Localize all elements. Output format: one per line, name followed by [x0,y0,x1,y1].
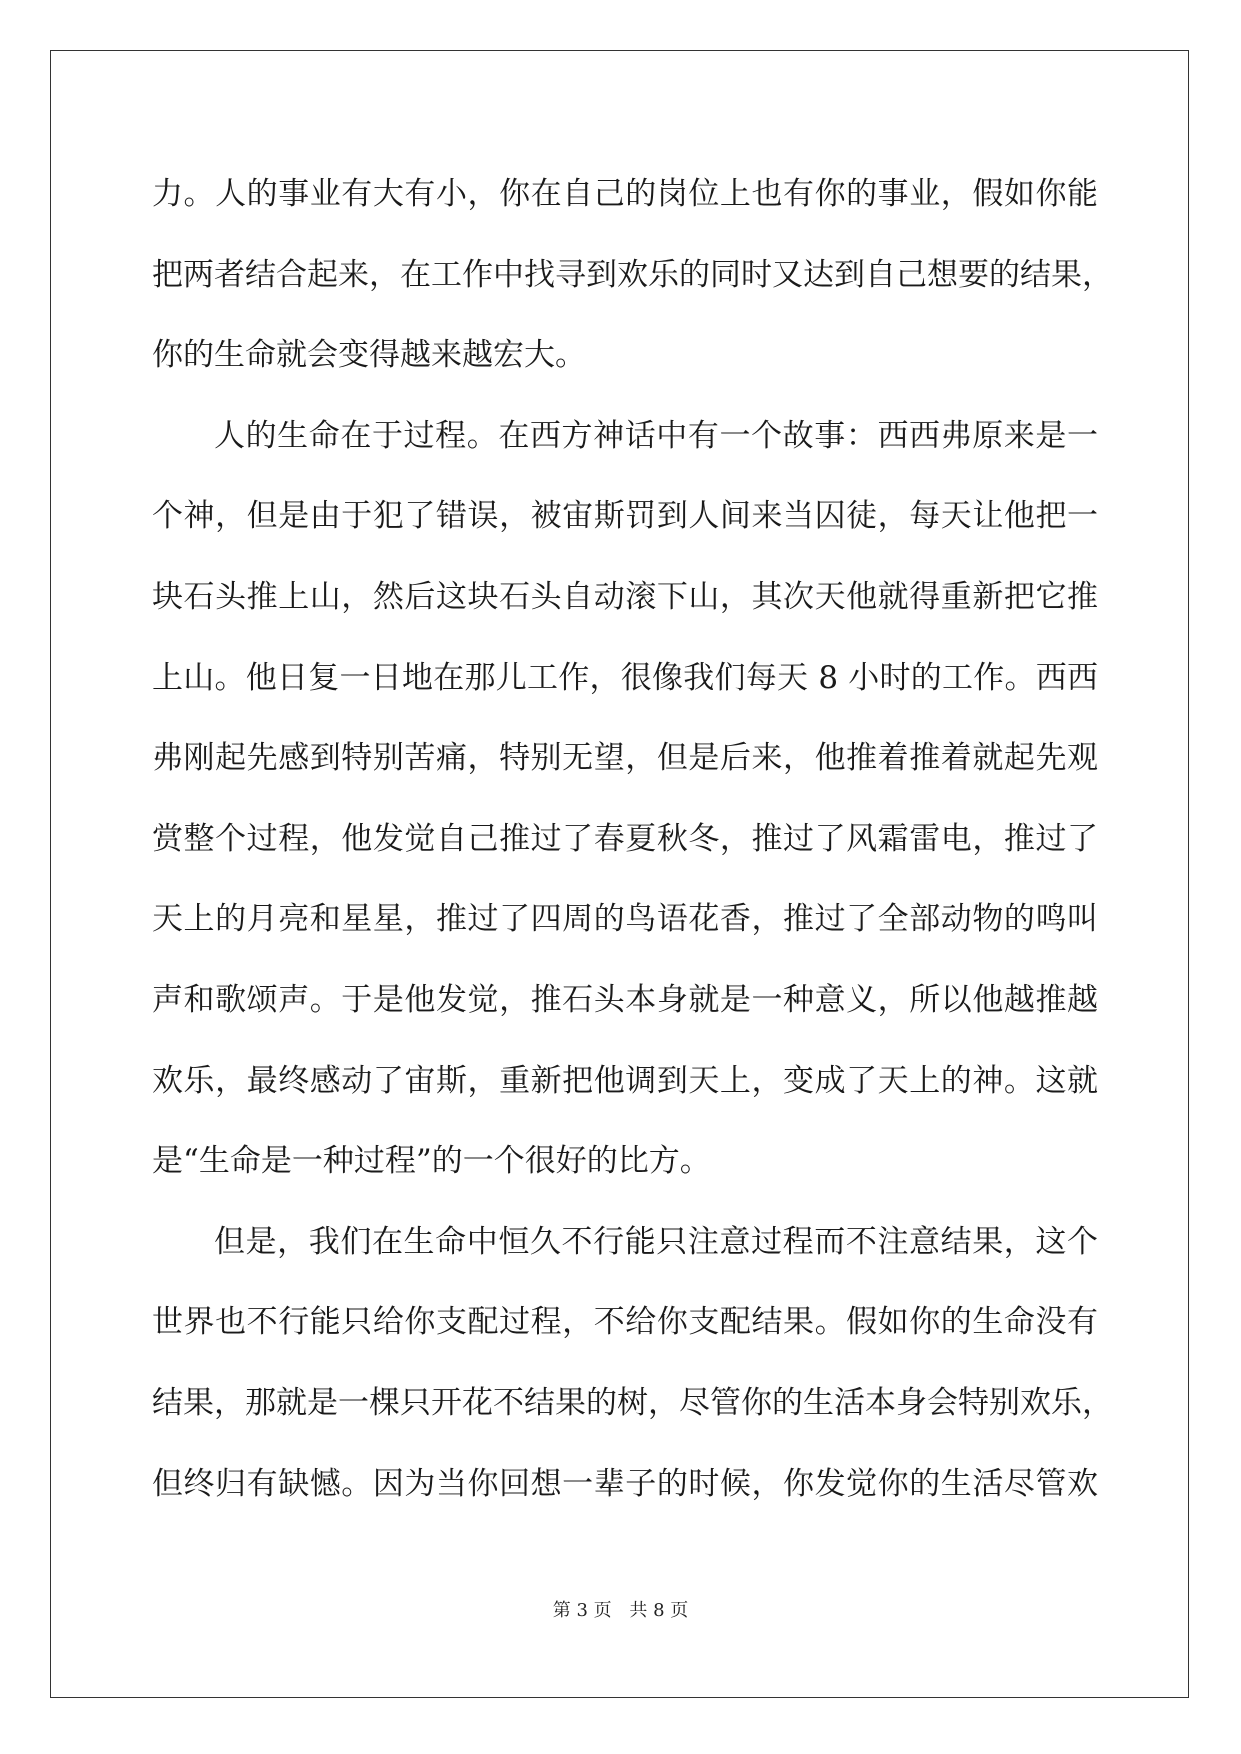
text-line: 你的生命就会变得越来越宏大。 [152,337,586,374]
text-line: 人的生命在于过程。在西方神话中有一个故事：西西弗原来是一 [214,417,1098,454]
text-line: 赏整个过程，他发觉自己推过了春夏秋冬，推过了风霜雷电，推过了 [152,820,1098,857]
text-line: 声和歌颂声。于是他发觉，推石头本身就是一种意义，所以他越推越 [152,981,1098,1018]
page-number-current: 第 3 页 [552,1600,612,1621]
page-number-total: 共 8 页 [629,1600,689,1621]
text-line: 力。人的事业有大有小，你在自己的岗位上也有你的事业，假如你能 [152,176,1098,212]
text-line: 把两者结合起来，在工作中找寻到欢乐的同时又达到自己想要的结果， [152,256,1113,293]
text-line: 世界也不行能只给你支配过程，不给你支配结果。假如你的生命没有 [152,1304,1098,1341]
text-line: 弗刚起先感到特别苦痛，特别无望，但是后来，他推着推着就起先观 [152,740,1098,777]
text-line: 天上的月亮和星星，推过了四周的鸟语花香，推过了全部动物的鸣叫 [152,901,1098,938]
text-line: 但终归有缺憾。因为当你回想一辈子的时候，你发觉你的生活尽管欢 [152,1465,1098,1502]
text-line: 欢乐，最终感动了宙斯，重新把他调到天上，变成了天上的神。这就 [152,1062,1098,1099]
text-line: 上山。他日复一日地在那儿工作，很像我们每天 8 小时的工作。西西 [152,659,1098,696]
text-line: 结果，那就是一棵只开花不结果的树，尽管你的生活本身会特别欢乐， [152,1384,1113,1421]
text-line: 是“生命是一种过程”的一个很好的比方。 [152,1143,711,1180]
page-footer [0,1596,1241,1622]
text-line: 但是，我们在生命中恒久不行能只注意过程而不注意结果，这个 [214,1223,1098,1260]
document-body [152,154,1113,1524]
text-line: 个神，但是由于犯了错误，被宙斯罚到人间来当囚徒，每天让他把一 [152,498,1098,535]
text-line: 块石头推上山，然后这块石头自动滚下山，其次天他就得重新把它推 [152,578,1098,615]
